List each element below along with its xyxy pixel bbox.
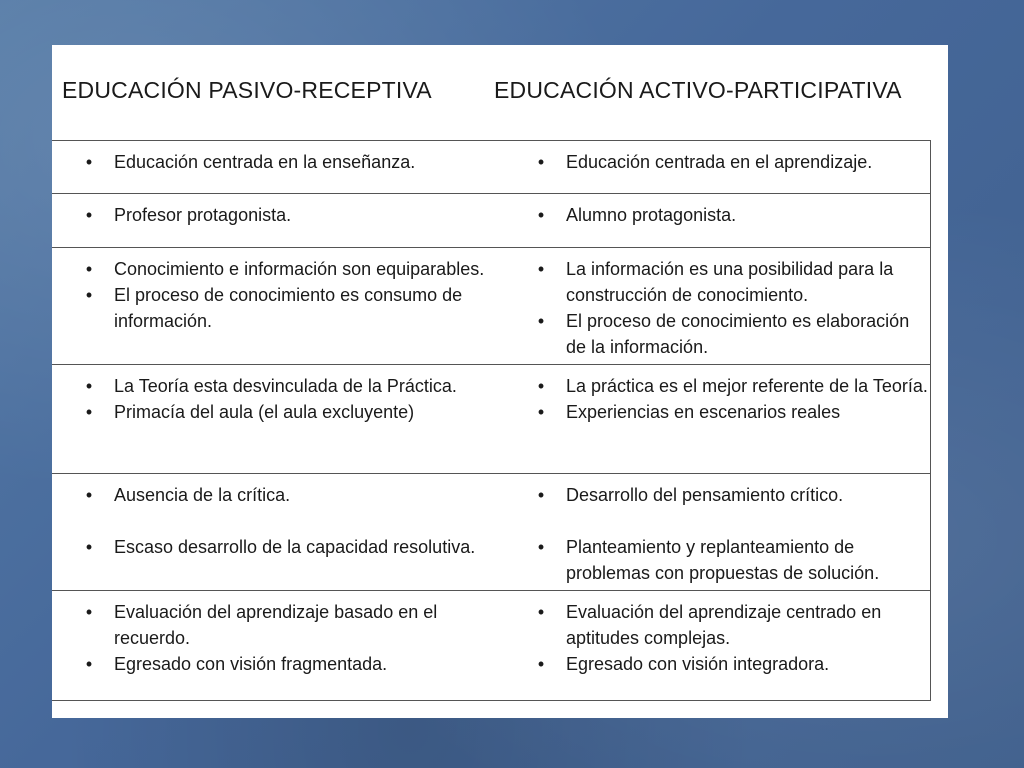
table-row [52,474,930,591]
item-text: La Teoría esta desvinculada de la Práctica. [114,376,457,396]
list-item [52,256,518,282]
list-item [518,534,930,586]
bullet-icon: • [537,402,545,422]
bullet-icon: • [85,259,93,279]
list-item [52,534,518,560]
item-text: Evaluación del aprendizaje basado en el recuerdo. [114,602,438,648]
list-item [518,308,930,360]
comparison-table [52,140,931,701]
list-item [518,149,930,175]
cell-activo [518,141,930,194]
list-item [52,651,518,677]
bullet-icon: • [537,537,545,557]
item-text: La práctica es el mejor referente de la Teoría. [566,376,928,396]
item-text: Egresado con visión integradora. [566,654,830,674]
slide-panel [52,45,948,718]
cell-pasivo [52,474,518,591]
list-item [52,599,518,651]
item-text: Planteamiento y replanteamiento de problemas con propuestas de solución. [566,537,880,583]
item-text: Primacía del aula (el aula excluyente) [114,402,415,422]
item-text: Experiencias en escenarios reales [566,402,841,422]
list-item [52,482,518,508]
cell-pasivo [52,141,518,194]
table-row [52,194,930,248]
item-text: El proceso de conocimiento es elaboración de la información. [566,311,910,357]
header-pasivo-receptiva: EDUCACIÓN PASIVO-RECEPTIVA [62,77,432,103]
bullet-icon: • [85,602,93,622]
list-item [52,149,518,175]
bullet-icon: • [85,376,93,396]
cell-pasivo [52,248,518,365]
table-row [52,365,930,474]
item-text: Conocimiento e información son equiparables. [114,259,485,279]
item-text: Alumno protagonista. [566,205,737,225]
bullet-icon: • [537,376,545,396]
bullet-icon: • [537,152,545,172]
bullet-icon: • [85,205,93,225]
item-text: Egresado con visión fragmentada. [114,654,388,674]
list-item [52,202,518,228]
cell-pasivo [52,591,518,701]
table-row [52,248,930,365]
table-header [52,45,948,140]
item-text: Escaso desarrollo de la capacidad resolutiva. [114,537,476,557]
bullet-icon: • [85,402,93,422]
cell-activo [518,194,930,248]
item-text: Educación centrada en el aprendizaje. [566,152,873,172]
list-item [518,599,930,651]
bullet-icon: • [537,602,545,622]
item-text: La información es una posibilidad para la construcción de conocimiento. [566,259,894,305]
header-activo-participativa: EDUCACIÓN ACTIVO-PARTICIPATIVA [494,77,902,103]
table-row [52,141,930,194]
list-item [52,399,518,425]
list-item [518,399,930,425]
item-text: Evaluación del aprendizaje centrado en aptitudes complejas. [566,602,882,648]
table-row [52,591,930,701]
bullet-icon: • [85,654,93,674]
list-item [518,373,930,399]
bullet-icon: • [85,537,93,557]
bullet-icon: • [85,285,93,305]
cell-pasivo [52,194,518,248]
item-text: El proceso de conocimiento es consumo de información. [114,285,463,331]
cell-activo [518,591,930,701]
item-text: Ausencia de la crítica. [114,485,291,505]
list-item [518,482,930,508]
bullet-icon: • [537,654,545,674]
bullet-icon: • [537,311,545,331]
item-text: Desarrollo del pensamiento crítico. [566,485,844,505]
list-item [518,651,930,677]
bullet-icon: • [537,205,545,225]
bullet-icon: • [85,485,93,505]
cell-activo [518,474,930,591]
list-item [52,282,518,334]
bullet-icon: • [537,259,545,279]
bullet-icon: • [85,152,93,172]
bullet-icon: • [537,485,545,505]
cell-activo [518,248,930,365]
list-item [52,373,518,399]
item-text: Profesor protagonista. [114,205,292,225]
item-text: Educación centrada en la enseñanza. [114,152,416,172]
cell-pasivo [52,365,518,474]
cell-activo [518,365,930,474]
list-item [518,256,930,308]
list-item [518,202,930,228]
